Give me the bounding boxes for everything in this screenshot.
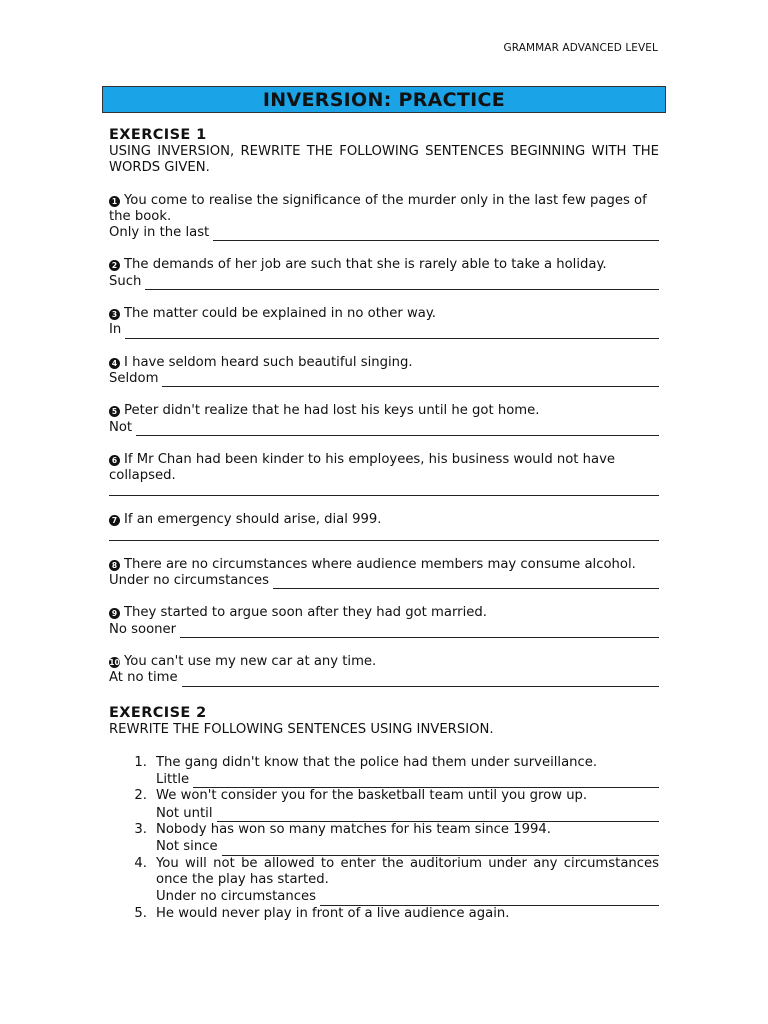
answer-blank-line[interactable] [162,375,659,387]
sentence-text: You can't use my new car at any time. [124,653,377,669]
question-sentence [109,355,659,371]
answer-prompt: Seldom [109,370,159,386]
number-bullet-icon: 2 [109,260,120,271]
question-sentence [109,403,659,419]
page-header-level: GRAMMAR ADVANCED LEVEL [503,42,658,54]
answer-prompt: Under no circumstances [156,889,316,905]
worksheet-content [109,127,659,922]
exercise-2-instruction: REWRITE THE FOLLOWING SENTENCES USING INVERSION. [109,721,494,737]
answer-blank-line[interactable] [145,278,659,290]
item-number: 4. [134,855,147,871]
answer-row [109,573,659,589]
number-bullet-icon: 4 [109,358,120,369]
exercise-1-item [109,257,659,290]
answer-blank-line[interactable] [180,626,659,638]
answer-prompt: Under no circumstances [109,573,269,589]
sentence-text: They started to argue soon after they had got married. [124,605,487,621]
number-bullet-icon: 3 [109,309,120,320]
answer-row [109,420,659,436]
number-bullet-icon: 7 [109,515,120,526]
answer-blank-line[interactable] [213,229,659,241]
exercise-2-item [109,788,659,822]
sentence-text: You will not be allowed to enter the auditorium under any circumstances once the play has started. [156,855,659,887]
answer-blank-line[interactable] [136,424,659,436]
answer-row [109,274,659,290]
answer-blank-line[interactable] [182,675,659,687]
item-number: 3. [134,822,147,838]
answer-row [109,484,659,496]
question-sentence [109,557,659,573]
exercise-1-item [109,452,659,497]
sentence-text: Peter didn't realize that he had lost his keys until he got home. [124,403,540,419]
exercise-1-item [109,355,659,388]
number-bullet-icon: 6 [109,455,120,466]
answer-prompt: Not [109,419,133,435]
exercise-1-item [109,557,659,590]
sentence-text: The matter could be explained in no other way. [124,306,436,322]
page-title: INVERSION: PRACTICE [262,88,506,111]
answer-blank-line[interactable] [125,327,659,339]
exercise-1-instruction: USING INVERSION, REWRITE THE FOLLOWING SENTENCES BEGINNING WITH THE WORDS GIVEN. [109,144,659,176]
number-bullet-icon: 9 [109,608,120,619]
exercise-1-item [109,306,659,339]
exercise-2-item [109,755,659,789]
answer-prompt: Little [156,772,190,788]
exercise-1-item [109,605,659,638]
sentence-text: The demands of her job are such that she is rarely able to take a holiday. [124,257,607,273]
sentence-text: Nobody has won so many matches for his team since 1994. [156,822,551,838]
question-sentence [109,605,659,621]
answer-row [156,806,659,822]
exercise-1-title: EXERCISE 1 [109,127,207,143]
question-sentence [109,306,659,322]
answer-row [109,371,659,387]
answer-prompt: No sooner [109,621,177,637]
answer-blank-line[interactable] [217,810,659,822]
exercise-2-item [109,822,659,856]
answer-blank-line[interactable] [193,776,659,788]
answer-row [109,225,659,241]
question-sentence [109,257,659,273]
exercise-1-items [109,193,659,687]
exercise-1-item [109,193,659,242]
exercise-2-items [109,755,659,922]
answer-row [109,529,659,541]
question-sentence [109,452,659,485]
sentence-text: The gang didn't know that the police had them under surveillance. [156,754,598,770]
answer-blank-line[interactable] [320,894,659,906]
number-bullet-icon: 5 [109,406,120,417]
title-banner [102,86,666,113]
question-sentence [109,512,659,528]
number-bullet-icon: 8 [109,560,120,571]
question-sentence [109,654,659,670]
item-number: 2. [134,788,147,804]
answer-prompt: Not until [156,805,213,821]
item-number: 1. [134,754,147,770]
exercise-2-title: EXERCISE 2 [109,704,207,721]
exercise-1-item [109,512,659,540]
exercise-2-item [109,856,659,906]
answer-blank-line[interactable] [109,529,659,541]
sentence-text: He would never play in front of a live audience again. [156,905,510,921]
exercise-1-item [109,403,659,436]
answer-row [156,839,659,855]
number-bullet-icon: 1 [109,196,120,207]
sentence-text: I have seldom heard such beautiful singing. [124,354,413,370]
answer-blank-line[interactable] [109,484,659,496]
answer-prompt: Such [109,273,142,289]
answer-prompt: In [109,322,122,338]
exercise-1-item [109,654,659,687]
answer-blank-line[interactable] [273,577,659,589]
sentence-text: We won't consider you for the basketball team until you grow up. [156,788,588,804]
item-number: 5. [134,905,147,921]
number-bullet-icon: 10 [109,657,120,667]
sentence-text: You come to realise the significance of the murder only in the last few pages of the book. [109,192,647,224]
answer-prompt: Not since [156,839,218,855]
answer-row [109,670,659,686]
answer-row [109,322,659,338]
answer-prompt: Only in the last [109,225,210,241]
answer-prompt: At no time [109,670,178,686]
answer-row [109,622,659,638]
sentence-text: If an emergency should arise, dial 999. [124,512,382,528]
answer-row [156,889,659,905]
exercise-2-item [109,906,659,922]
question-sentence [109,193,659,226]
sentence-text: If Mr Chan had been kinder to his employees, his business would not have collapsed. [109,451,616,484]
answer-blank-line[interactable] [222,844,659,856]
answer-row [156,772,659,788]
sentence-text: There are no circumstances where audience members may consume alcohol. [124,556,636,572]
